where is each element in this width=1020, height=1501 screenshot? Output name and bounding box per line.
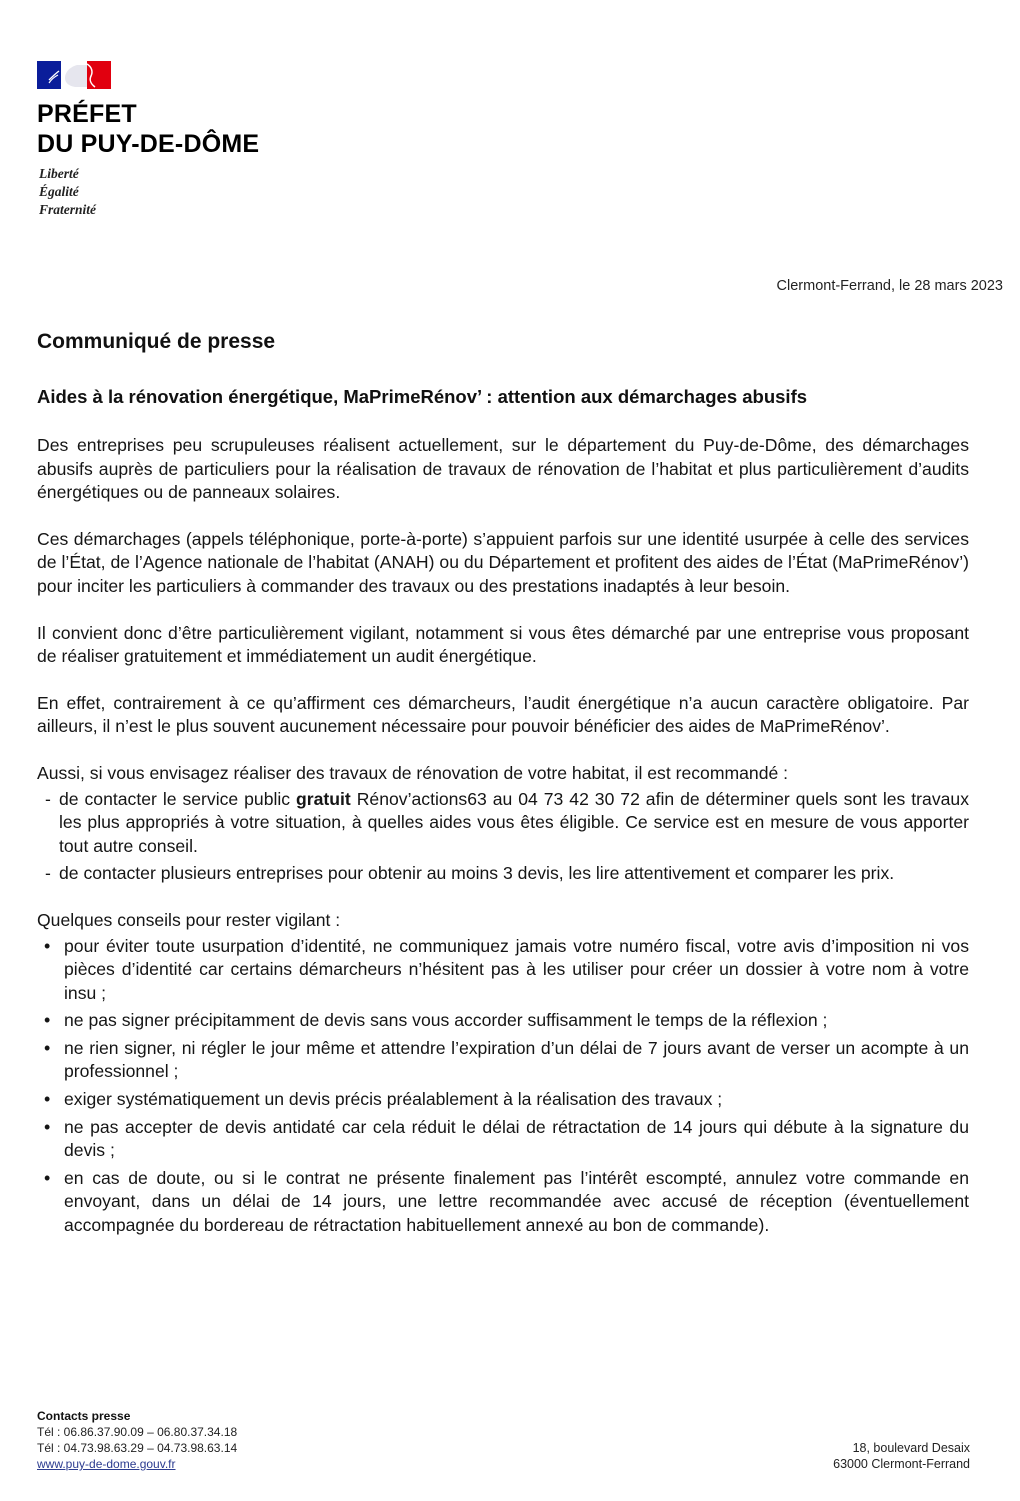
contacts-title: Contacts presse: [37, 1409, 131, 1423]
motto-egalite: Égalité: [39, 184, 79, 199]
paragraph-4: En effet, contrairement à ce qu’affirment ces démarcheurs, l’audit énergétique n’a aucun caractère obligatoire. Par ailleurs, il n’est le plus souvent aucunement nécessaire pour pouvoir bénéficier des aides de MaPrimeRénov’.: [37, 692, 969, 737]
website-link[interactable]: www.puy-de-dome.gouv.fr: [37, 1457, 176, 1471]
recommendation-bold-word: gratuit: [296, 788, 351, 809]
contact-phone-2: Tél : 04.73.98.63.29 – 04.73.98.63.14: [37, 1441, 238, 1455]
press-release-subject: Aides à la rénovation énergétique, MaPrimeRénov’ : attention aux démarchages abusifs: [37, 386, 808, 407]
advice-list: [37, 935, 969, 1238]
prefet-line-2: DU PUY-DE-DÔME: [37, 130, 260, 158]
motto-liberte: Liberté: [39, 166, 79, 181]
recommendation-item: - de contacter plusieurs entreprises pour obtenir au moins 3 devis, les lire attentivement et comparer les prix.: [37, 862, 969, 886]
advice-intro: Quelques conseils pour rester vigilant :: [37, 909, 341, 930]
recommendation-text-after: Rénov’actions63 au 04 73 42 30 72 afin de déterminer quels sont les travaux les plus appropriés à votre situation, à quelles aides vous êtes éligible. Ce service est en mesure de vous apporter tout autre conseil.: [59, 788, 969, 856]
paragraph-1: Des entreprises peu scrupuleuses réalisent actuellement, sur le département du Puy-de-Dôme, des démarchages abusifs auprès de particuliers pour la réalisation de travaux de rénovation de l’habitat et plus particulièrement d’audits énergétiques ou de panneaux solaires.: [37, 435, 969, 503]
prefecture-name: [37, 99, 337, 159]
recommendation-item: [37, 788, 969, 859]
press-contacts: [37, 1408, 237, 1472]
recommendation-list: [37, 788, 969, 886]
document-title: Communiqué de presse: [37, 330, 276, 353]
advice-item: • exiger systématiquement un devis précis préalablement à la réalisation des travaux ;: [37, 1088, 969, 1112]
recommendation-intro: Aussi, si vous envisagez réaliser des travaux de rénovation de votre habitat, il est recommandé :: [37, 762, 789, 783]
advice-item: • en cas de doute, ou si le contrat ne présente finalement pas l’intérêt escompté, annulez votre commande en envoyant, dans un délai de 14 jours, une lettre recommandée avec accusé de réception (éventuellement accompagnée du bordereau de rétractation habituellement annexé au bon de commande).: [37, 1167, 969, 1238]
advice-item: • ne pas signer précipitamment de devis sans vous accorder suffisamment le temps de la réflexion ;: [37, 1009, 969, 1033]
recommendation-text-before: de contacter le service public: [59, 788, 297, 809]
address-line-2: 63000 Clermont-Ferrand: [833, 1457, 970, 1471]
prefecture-address: [833, 1440, 970, 1472]
press-release-body: [37, 434, 969, 1261]
marianne-flag-icon: [37, 61, 111, 89]
advice-item: • ne rien signer, ni régler le jour même et attendre l’expiration d’un délai de 7 jours avant de verser un acompte à un professionnel ;: [37, 1037, 969, 1084]
paragraph-3: Il convient donc d’être particulièrement vigilant, notamment si vous êtes démarché par une entreprise vous proposant de réaliser gratuitement et immédiatement un audit énergétique.: [37, 622, 969, 667]
dateline: Clermont-Ferrand, le 28 mars 2023: [776, 278, 1003, 294]
advice-item: • ne pas accepter de devis antidaté car cela réduit le délai de rétractation de 14 jours qui débute à la signature du devis ;: [37, 1116, 969, 1163]
contact-phone-1: Tél : 06.86.37.90.09 – 06.80.37.34.18: [37, 1425, 238, 1439]
motto-fraternite: Fraternité: [39, 202, 97, 217]
prefet-line-1: PRÉFET: [37, 100, 137, 128]
advice-item: • pour éviter toute usurpation d’identité, ne communiquez jamais votre numéro fiscal, votre avis d’imposition ni vos pièces d’identité car certains démarcheurs n’hésitent pas à les utiliser pour créer un dossier à votre nom à votre insu ;: [37, 935, 969, 1006]
republic-motto: [39, 165, 159, 219]
paragraph-2: Ces démarchages (appels téléphonique, porte-à-porte) s’appuient parfois sur une identité usurpée à celle des services de l’État, de l’Agence nationale de l’habitat (ANAH) ou du Département et profitent des aides de l’État (MaPrimeRénov’) pour inciter les particuliers à commander des travaux ou des prestations inadaptés à leur besoin.: [37, 528, 969, 596]
address-line-1: 18, boulevard Desaix: [852, 1441, 970, 1455]
